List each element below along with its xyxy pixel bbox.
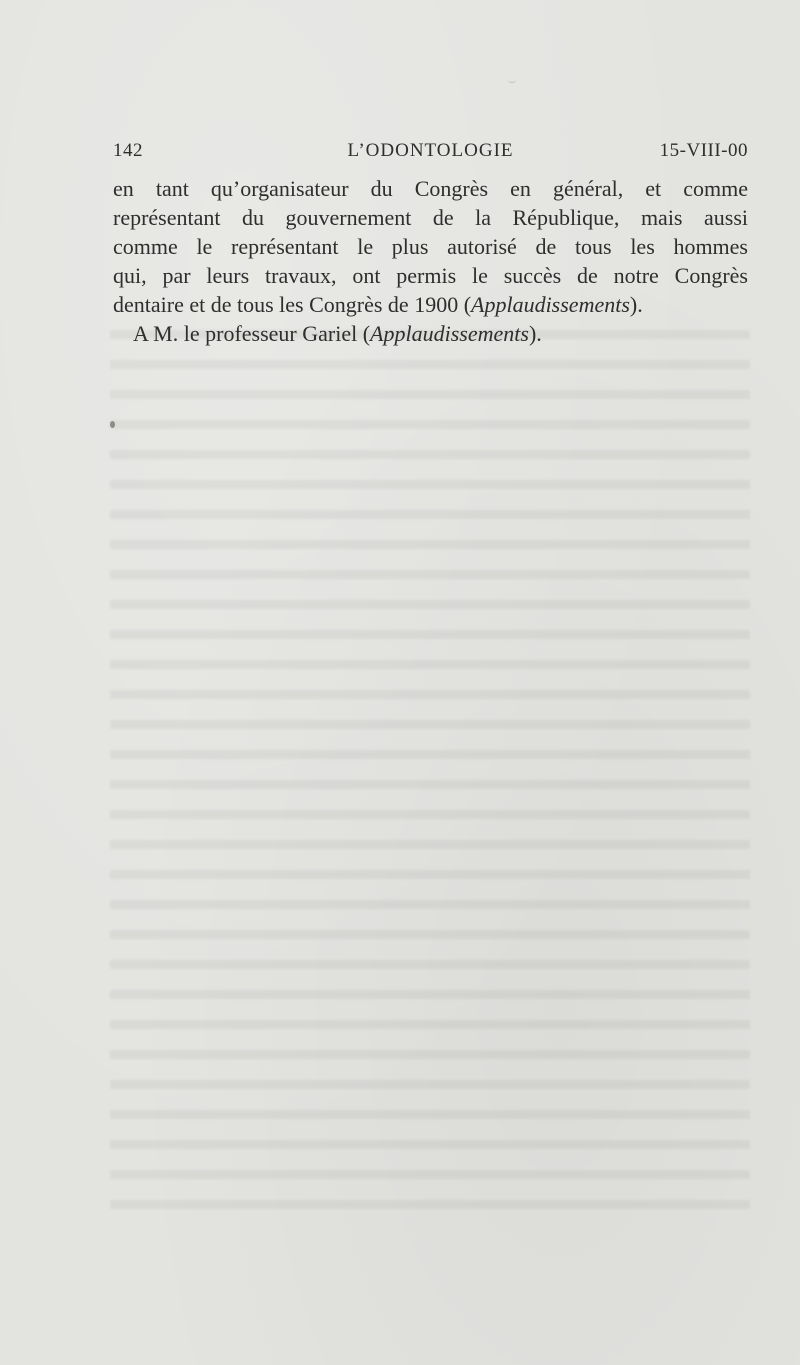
page-number: 142 — [113, 140, 143, 161]
running-title: L’ODONTOLOGIE — [347, 140, 514, 161]
issue-date: 15-VIII-00 — [659, 140, 748, 161]
italic-applause: Applaudissements — [370, 321, 529, 346]
text-line: qui, par leurs travaux, ont permis le succès de notre Congrès — [113, 263, 748, 288]
italic-applause: Applaudissements — [471, 292, 630, 317]
text-segment: dentaire et de tous les Congrès de 1900 ( — [113, 292, 472, 317]
ink-speck — [110, 421, 115, 428]
text-line: comme le représentant le plus autorisé de tous les hommes — [113, 234, 748, 259]
text-line — [113, 319, 748, 348]
paper-mark — [508, 78, 516, 83]
body-text — [113, 174, 748, 348]
text-line: représentant du gouvernement de la République, mais aussi — [113, 205, 748, 230]
text-segment: A M. le professeur Gariel ( — [133, 321, 371, 346]
text-line — [113, 290, 748, 319]
text-line: en tant qu’organisateur du Congrès en général, et comme — [113, 176, 748, 201]
bleed-through-texture — [110, 330, 750, 1230]
text-segment: ). — [528, 321, 542, 346]
running-header — [113, 140, 748, 170]
text-segment: ). — [629, 292, 643, 317]
